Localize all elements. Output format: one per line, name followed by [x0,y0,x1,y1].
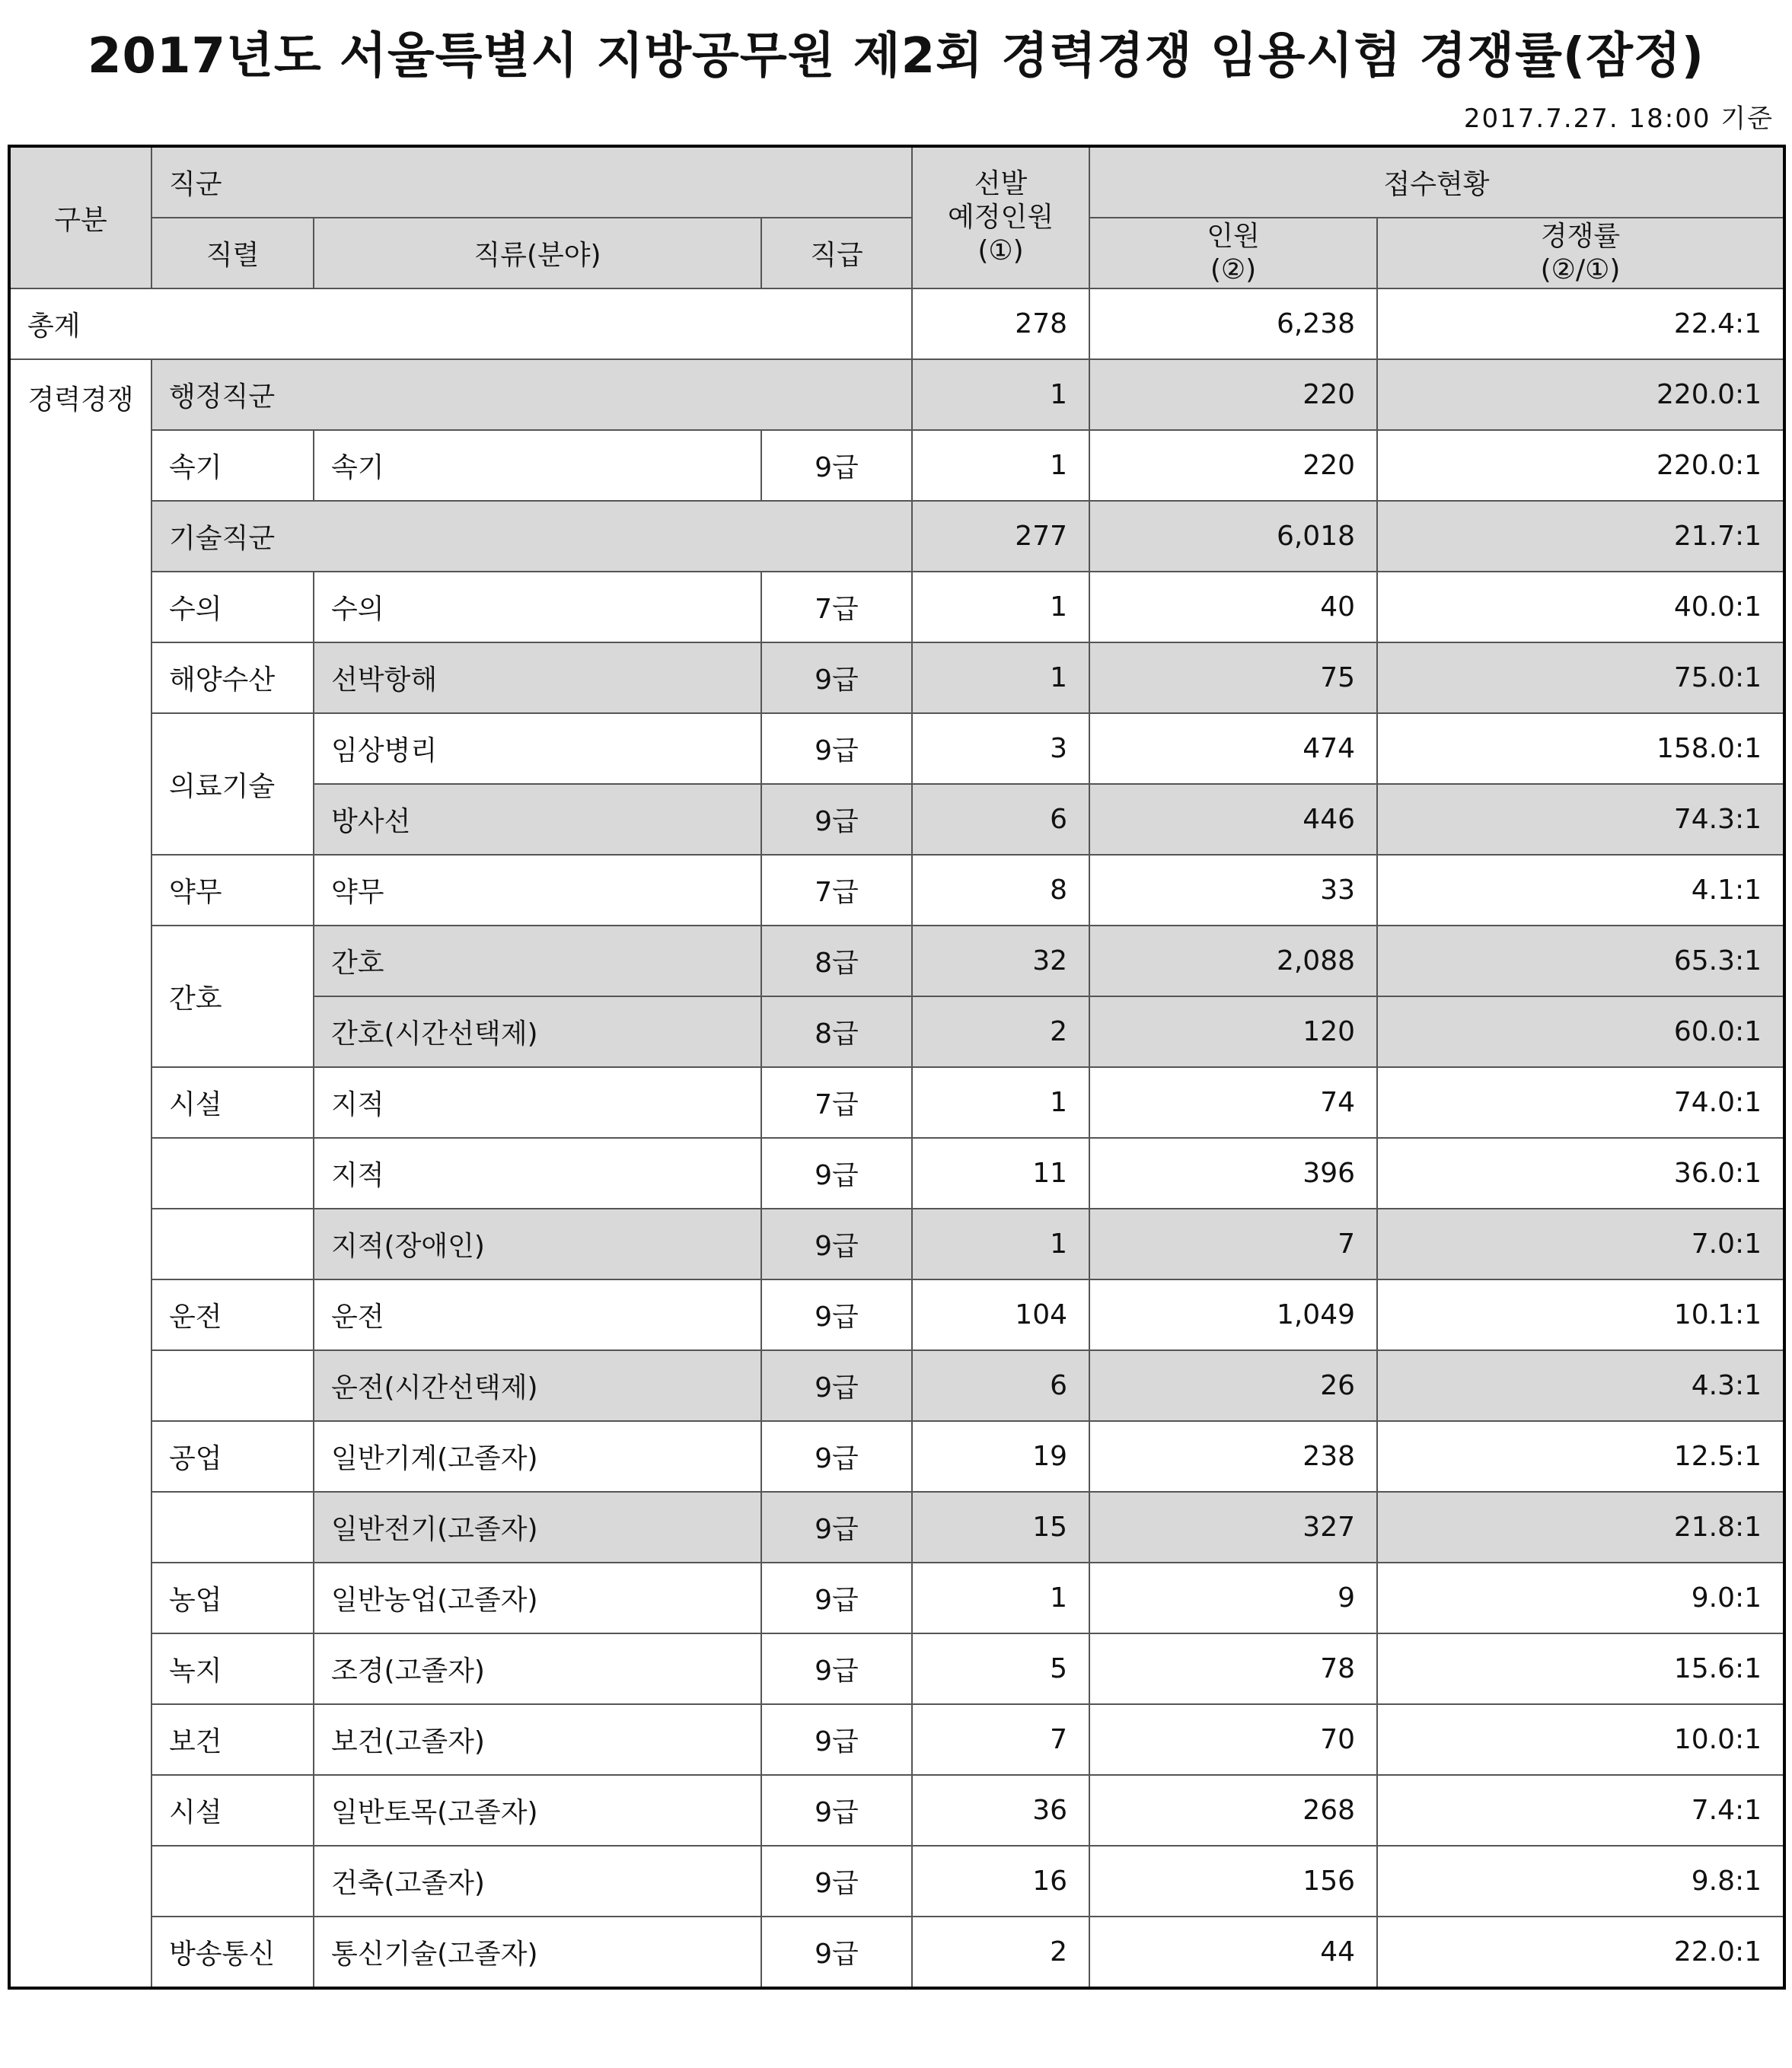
row-ratio: 22.0:1 [1377,1917,1784,1988]
row-grade: 8급 [761,996,912,1067]
row-applicants: 40 [1089,572,1377,642]
table-row [9,1492,1784,1563]
row-series: 보건 [151,1704,314,1775]
row-applicants: 474 [1089,713,1377,784]
table-row [9,926,1784,996]
row-series: 간호 [151,926,314,1067]
row-field: 간호(시간선택제) [314,996,761,1067]
row-planned: 104 [912,1279,1089,1350]
tech-subtotal-row [9,501,1784,572]
row-ratio: 220.0:1 [1377,430,1784,501]
row-grade: 9급 [761,1563,912,1633]
row-planned: 3 [912,713,1089,784]
table-row [9,642,1784,713]
row-grade: 9급 [761,713,912,784]
row-planned: 8 [912,855,1089,926]
table-row [9,1209,1784,1279]
row-ratio: 9.8:1 [1377,1846,1784,1917]
row-applicants: 33 [1089,855,1377,926]
header-planned-line2: 예정인원 [947,202,1054,233]
row-planned: 1 [912,430,1089,501]
row-series: 녹지 [151,1633,314,1704]
row-field: 일반전기(고졸자) [314,1492,761,1563]
row-field: 지적(장애인) [314,1209,761,1279]
table-row [9,713,1784,784]
table-row [9,1563,1784,1633]
row-applicants: 9 [1089,1563,1377,1633]
row-ratio: 7.0:1 [1377,1209,1784,1279]
row-series: 속기 [151,430,314,501]
row-field: 수의 [314,572,761,642]
row-grade: 7급 [761,855,912,926]
competition-rate-table [8,145,1786,1990]
header-applicants [1089,218,1377,288]
table-row [9,1633,1784,1704]
row-field: 약무 [314,855,761,926]
header-jikryeol: 직렬 [151,218,314,288]
table-row [9,1846,1784,1917]
row-ratio: 36.0:1 [1377,1138,1784,1209]
row-series: 수의 [151,572,314,642]
header-row-2 [9,218,1784,288]
row-grade: 8급 [761,926,912,996]
row-ratio: 12.5:1 [1377,1421,1784,1492]
tech-applicants: 6,018 [1089,501,1377,572]
row-grade: 7급 [761,1067,912,1138]
row-planned: 1 [912,1209,1089,1279]
total-applicants: 6,238 [1089,288,1377,359]
table-row [9,430,1784,501]
header-reception: 접수현황 [1089,146,1784,218]
row-grade: 9급 [761,1138,912,1209]
tech-label: 기술직군 [151,501,912,572]
admin-ratio: 220.0:1 [1377,359,1784,430]
tech-ratio: 21.7:1 [1377,501,1784,572]
row-planned: 1 [912,1563,1089,1633]
table-row [9,1067,1784,1138]
row-field: 일반농업(고졸자) [314,1563,761,1633]
table-body [9,146,1784,1988]
row-series: 의료기술 [151,713,314,855]
table-row [9,1917,1784,1988]
row-ratio: 10.1:1 [1377,1279,1784,1350]
row-ratio: 15.6:1 [1377,1633,1784,1704]
row-grade: 9급 [761,1633,912,1704]
row-field: 일반토목(고졸자) [314,1775,761,1846]
row-field: 건축(고졸자) [314,1846,761,1917]
row-ratio: 9.0:1 [1377,1563,1784,1633]
row-applicants: 238 [1089,1421,1377,1492]
row-ratio: 40.0:1 [1377,572,1784,642]
row-field: 지적 [314,1067,761,1138]
row-field: 방사선 [314,784,761,855]
total-row [9,288,1784,359]
row-applicants: 268 [1089,1775,1377,1846]
row-field: 임상병리 [314,713,761,784]
header-jikgun: 직군 [151,146,912,218]
row-applicants: 396 [1089,1138,1377,1209]
row-series: 해양수산 [151,642,314,713]
page-title: 2017년도 서울특별시 지방공무원 제2회 경력경쟁 임용시험 경쟁률(잠정) [87,28,1705,84]
row-ratio: 60.0:1 [1377,996,1784,1067]
row-grade: 9급 [761,642,912,713]
header-ratio-line2: (②/①) [1540,253,1621,285]
row-planned: 1 [912,572,1089,642]
row-planned: 32 [912,926,1089,996]
row-planned: 5 [912,1633,1089,1704]
row-grade: 7급 [761,572,912,642]
row-planned: 2 [912,1917,1089,1988]
row-field: 보건(고졸자) [314,1704,761,1775]
row-series: 시설 [151,1775,314,1846]
table-row [9,1704,1784,1775]
row-field: 운전(시간선택제) [314,1350,761,1421]
row-field: 지적 [314,1138,761,1209]
row-planned: 16 [912,1846,1089,1917]
row-grade: 9급 [761,1775,912,1846]
header-applicants-line2: (②) [1210,253,1257,285]
row-planned: 1 [912,642,1089,713]
total-planned: 278 [912,288,1089,359]
row-grade: 9급 [761,1279,912,1350]
row-grade: 9급 [761,1704,912,1775]
table-row [9,1350,1784,1421]
row-series [151,1138,314,1209]
section-label: 경력경쟁 [9,359,151,1988]
row-planned: 2 [912,996,1089,1067]
row-applicants: 2,088 [1089,926,1377,996]
row-ratio: 10.0:1 [1377,1704,1784,1775]
row-field: 통신기술(고졸자) [314,1917,761,1988]
basis-timestamp: 2017.7.27. 18:00 기준 [1463,104,1774,134]
row-planned: 19 [912,1421,1089,1492]
row-ratio: 65.3:1 [1377,926,1784,996]
row-applicants: 446 [1089,784,1377,855]
row-planned: 6 [912,784,1089,855]
row-ratio: 7.4:1 [1377,1775,1784,1846]
row-applicants: 220 [1089,430,1377,501]
row-field: 선박항해 [314,642,761,713]
row-ratio: 74.3:1 [1377,784,1784,855]
row-ratio: 74.0:1 [1377,1067,1784,1138]
row-series: 시설 [151,1067,314,1138]
header-category: 구분 [9,146,151,288]
row-planned: 11 [912,1138,1089,1209]
row-ratio: 75.0:1 [1377,642,1784,713]
row-field: 간호 [314,926,761,996]
total-label: 총계 [9,288,912,359]
row-applicants: 26 [1089,1350,1377,1421]
row-grade: 9급 [761,1846,912,1917]
header-jikryu: 직류(분야) [314,218,761,288]
row-series [151,1209,314,1279]
row-grade: 9급 [761,1209,912,1279]
row-applicants: 75 [1089,642,1377,713]
row-series [151,1350,314,1421]
row-series [151,1846,314,1917]
header-ratio-line1: 경쟁률 [1540,220,1621,252]
row-series: 약무 [151,855,314,926]
row-series: 방송통신 [151,1917,314,1988]
row-series: 운전 [151,1279,314,1350]
header-planned [912,146,1089,288]
row-applicants: 44 [1089,1917,1377,1988]
row-field: 속기 [314,430,761,501]
table-row [9,1279,1784,1350]
total-ratio: 22.4:1 [1377,288,1784,359]
row-applicants: 156 [1089,1846,1377,1917]
header-planned-line1: 선발 [974,168,1028,199]
row-grade: 9급 [761,1917,912,1988]
header-planned-line3: (①) [977,235,1024,266]
row-applicants: 327 [1089,1492,1377,1563]
row-applicants: 70 [1089,1704,1377,1775]
row-grade: 9급 [761,430,912,501]
row-planned: 1 [912,1067,1089,1138]
row-grade: 9급 [761,1492,912,1563]
admin-applicants: 220 [1089,359,1377,430]
table-row [9,1138,1784,1209]
header-jikgeup: 직급 [761,218,912,288]
header-row-1 [9,146,1784,218]
admin-subtotal-row [9,359,1784,430]
table-row [9,855,1784,926]
row-applicants: 78 [1089,1633,1377,1704]
row-grade: 9급 [761,1350,912,1421]
row-applicants: 74 [1089,1067,1377,1138]
row-planned: 7 [912,1704,1089,1775]
row-field: 일반기계(고졸자) [314,1421,761,1492]
table-row [9,1775,1784,1846]
row-planned: 36 [912,1775,1089,1846]
row-series: 농업 [151,1563,314,1633]
row-applicants: 120 [1089,996,1377,1067]
row-ratio: 21.8:1 [1377,1492,1784,1563]
row-ratio: 4.3:1 [1377,1350,1784,1421]
tech-planned: 277 [912,501,1089,572]
row-applicants: 1,049 [1089,1279,1377,1350]
row-series: 공업 [151,1421,314,1492]
header-ratio [1377,218,1784,288]
row-grade: 9급 [761,784,912,855]
admin-label: 행정직군 [151,359,912,430]
row-series [151,1492,314,1563]
table-row [9,1421,1784,1492]
row-field: 조경(고졸자) [314,1633,761,1704]
table-row [9,572,1784,642]
admin-planned: 1 [912,359,1089,430]
row-ratio: 4.1:1 [1377,855,1784,926]
row-applicants: 7 [1089,1209,1377,1279]
header-applicants-line1: 인원 [1207,220,1260,252]
row-planned: 6 [912,1350,1089,1421]
row-field: 운전 [314,1279,761,1350]
row-planned: 15 [912,1492,1089,1563]
row-grade: 9급 [761,1421,912,1492]
row-ratio: 158.0:1 [1377,713,1784,784]
